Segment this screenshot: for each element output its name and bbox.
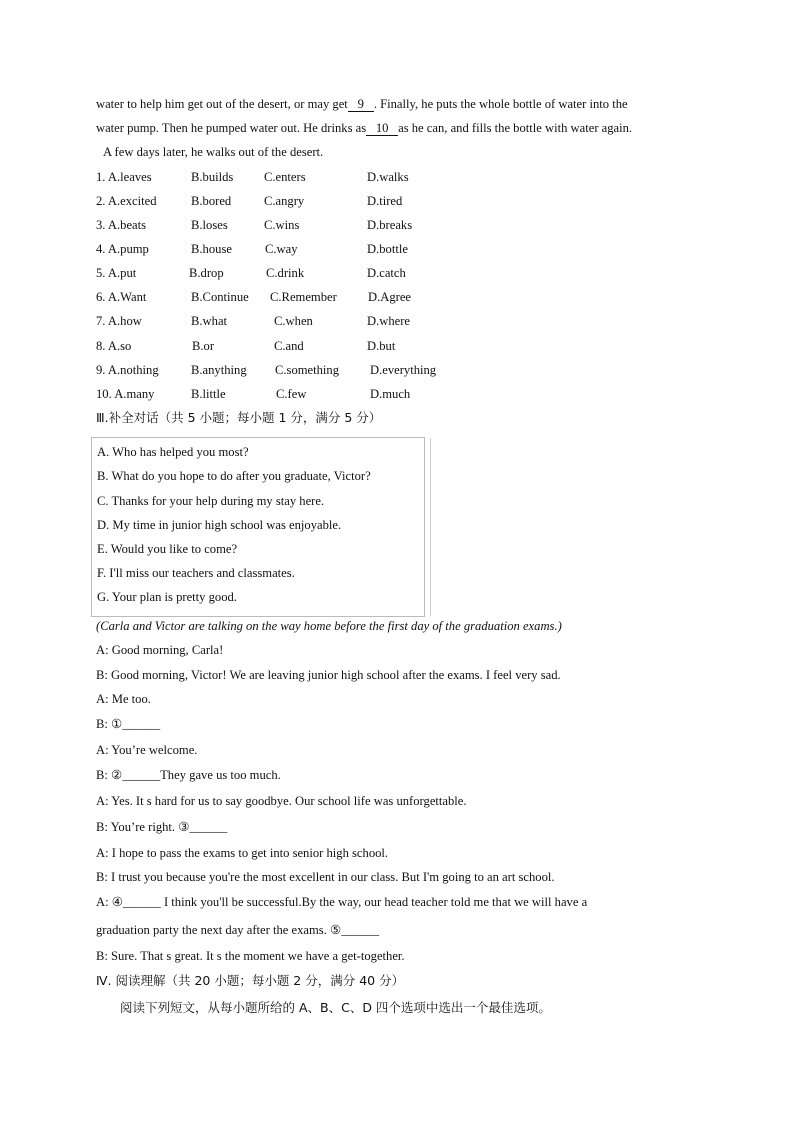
option-a: 1. A.leaves [96,170,152,184]
option-a: 3. A.beats [96,218,147,232]
option-c: C.when [274,314,313,328]
option-c: C.something [275,363,340,377]
option-d: D.catch [367,266,406,280]
blank-10: 10 [366,121,398,136]
box-option-e: E. Would you like to come? [97,542,238,556]
box-option-c: C. Thanks for your help during my stay here. [97,494,325,508]
option-a: 8. A.so [96,339,132,353]
box-option-a: A. Who has helped you most? [97,445,249,459]
dialogue-line-12: graduation party the next day after the exams. ⑤______ [96,923,380,937]
option-a: 2. A.excited [96,194,157,208]
option-a: 10. A.many [96,387,155,401]
options-box [91,437,425,617]
section-4-title: Ⅳ. 阅读理解（共 20 小题；每小题 2 分，满分 40 分） [96,973,405,988]
option-b: B.house [191,242,232,256]
dialogue-line-10: B: I trust you because you're the most excellent in our class. But I'm going to an art school. [96,870,555,884]
option-d: D.tired [367,194,403,208]
box-option-f: F. I'll miss our teachers and classmates. [97,566,295,580]
option-a: 6. A.Want [96,290,147,304]
box-option-b: B. What do you hope to do after you graduate, Victor? [97,469,371,483]
option-b: B.loses [191,218,228,232]
option-b: B.drop [189,266,224,280]
dialogue-line-11: A: ④______ I think you'll be successful.By the way, our head teacher told me that we will have a [96,895,588,909]
dialogue-line-5: A: You’re welcome. [96,743,198,757]
dialogue-line-9: A: I hope to pass the exams to get into senior high school. [96,846,389,860]
option-d: D.where [367,314,411,328]
option-d: D.everything [370,363,437,377]
option-d: D.breaks [367,218,413,232]
option-b: B.what [191,314,228,328]
option-c: C.and [274,339,304,353]
option-c: C.few [276,387,307,401]
option-c: C.enters [264,170,306,184]
option-c: C.way [265,242,298,256]
option-c: C.Remember [270,290,337,304]
option-b: B.or [192,339,215,353]
passage-line-2 [96,120,632,136]
dialogue-line-6: B: ②______They gave us too much. [96,768,281,782]
passage-line-3: A few days later, he walks out of the desert. [103,145,324,159]
option-a: 4. A.pump [96,242,149,256]
option-a: 5. A.put [96,266,137,280]
passage-text: . Finally, he puts the whole bottle of water into the [373,97,628,111]
dialogue-line-8: B: You’re right. ③______ [96,820,228,834]
box-border [430,438,431,616]
section-4-instruction: 阅读下列短文，从每小题所给的 A、B、C、D 四个选项中选出一个最佳选项。 [120,1000,551,1015]
dialogue-line-3: A: Me too. [96,692,151,706]
option-d: D.much [370,387,411,401]
option-b: B.Continue [191,290,249,304]
option-b: B.builds [191,170,234,184]
option-a: 9. A.nothing [96,363,159,377]
dialogue-line-13: B: Sure. That s great. It s the moment we have a get-together. [96,949,405,963]
passage-text: water to help him get out of the desert, or may get [96,97,348,111]
option-d: D.bottle [367,242,408,256]
passage-text: as he can, and fills the bottle with water again. [398,121,633,135]
passage-text: water pump. Then he pumped water out. He drinks as [96,121,367,135]
dialogue-scene: (Carla and Victor are talking on the way home before the first day of the graduation exams.) [96,619,562,633]
option-b: B.anything [191,363,247,377]
option-d: D.but [367,339,396,353]
option-d: D.Agree [368,290,412,304]
option-d: D.walks [367,170,409,184]
box-option-g: G. Your plan is pretty good. [97,590,237,604]
box-option-d: D. My time in junior high school was enjoyable. [97,518,342,532]
dialogue-line-2: B: Good morning, Victor! We are leaving junior high school after the exams. I feel very sad. [96,668,561,682]
passage-line-1 [96,96,628,112]
option-b: B.little [191,387,226,401]
option-b: B.bored [191,194,232,208]
dialogue-line-1: A: Good morning, Carla! [96,643,224,657]
option-c: C.wins [264,218,300,232]
option-c: C.angry [264,194,305,208]
dialogue-line-7: A: Yes. It s hard for us to say goodbye. Our school life was unforgettable. [96,794,467,808]
option-c: C.drink [266,266,305,280]
option-a: 7. A.how [96,314,142,328]
section-3-title: Ⅲ.补全对话（共 5 小题；每小题 1 分，满分 5 分） [96,410,382,425]
dialogue-line-4: B: ①______ [96,717,161,731]
blank-9: 9 [348,97,374,112]
